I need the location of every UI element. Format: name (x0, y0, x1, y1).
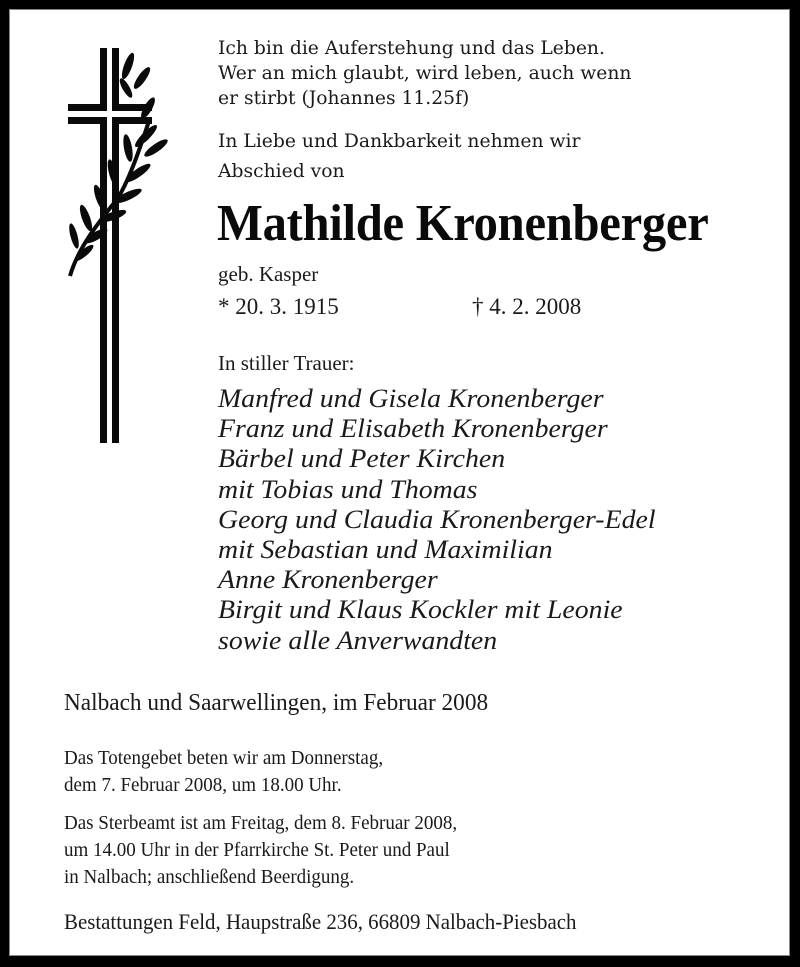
requiem-line: um 14.00 Uhr in der Pfarrkirche St. Peter und Paul (64, 839, 450, 861)
verse-line: Ich bin die Auferstehung und das Leben. (218, 37, 605, 59)
death-date: † 4. 2. 2008 (472, 294, 582, 319)
intro-line: Abschied von (218, 160, 345, 182)
prayer-info (64, 745, 383, 799)
intro-line: In Liebe und Dankbarkeit nehmen wir (218, 130, 581, 152)
mourner-item: Anne Kronenberger (218, 565, 438, 595)
mourner-item: Manfred und Gisela Kronenberger (218, 384, 604, 413)
deceased-name: Mathilde Kronenberger (217, 195, 709, 252)
mourners-list (218, 384, 656, 656)
mourner-item: Franz und Elisabeth Kronenberger (218, 414, 608, 444)
prayer-line: dem 7. Februar 2008, um 18.00 Uhr. (64, 774, 342, 796)
requiem-line: in Nalbach; anschließend Beerdigung. (64, 866, 355, 888)
obituary-notice (9, 9, 790, 956)
mourning-label: In stiller Trauer: (218, 351, 355, 375)
mourner-item: Bärbel und Peter Kirchen (218, 444, 506, 474)
mourner-item: Birgit und Klaus Kockler mit Leonie (218, 595, 623, 625)
mourner-item: Georg und Claudia Kronenberger-Edel (218, 504, 656, 534)
maiden-name: geb. Kasper (218, 262, 319, 286)
mourner-item: mit Sebastian und Maximilian (218, 535, 553, 565)
bible-verse (218, 36, 631, 111)
verse-line: Wer an mich glaubt, wird leben, auch wenn (218, 62, 632, 84)
requiem-info (64, 810, 457, 891)
prayer-line: Das Totengebet beten wir am Donnerstag, (64, 747, 384, 769)
requiem-line: Das Sterbeamt ist am Freitag, dem 8. Februar 2008, (64, 812, 458, 834)
mourner-item: mit Tobias und Thomas (218, 474, 478, 504)
place-and-date: Nalbach und Saarwellingen, im Februar 2008 (64, 690, 489, 716)
verse-line: er stirbt (Johannes 11.25f) (218, 87, 470, 109)
farewell-intro (218, 126, 580, 186)
mourner-item: sowie alle Anverwandten (218, 625, 498, 655)
birth-date: * 20. 3. 1915 (218, 294, 339, 319)
cross-with-palm-branch-icon (58, 48, 168, 443)
funeral-home: Bestattungen Feld, Haupstraße 236, 66809 Nalbach-Piesbach (64, 909, 577, 934)
